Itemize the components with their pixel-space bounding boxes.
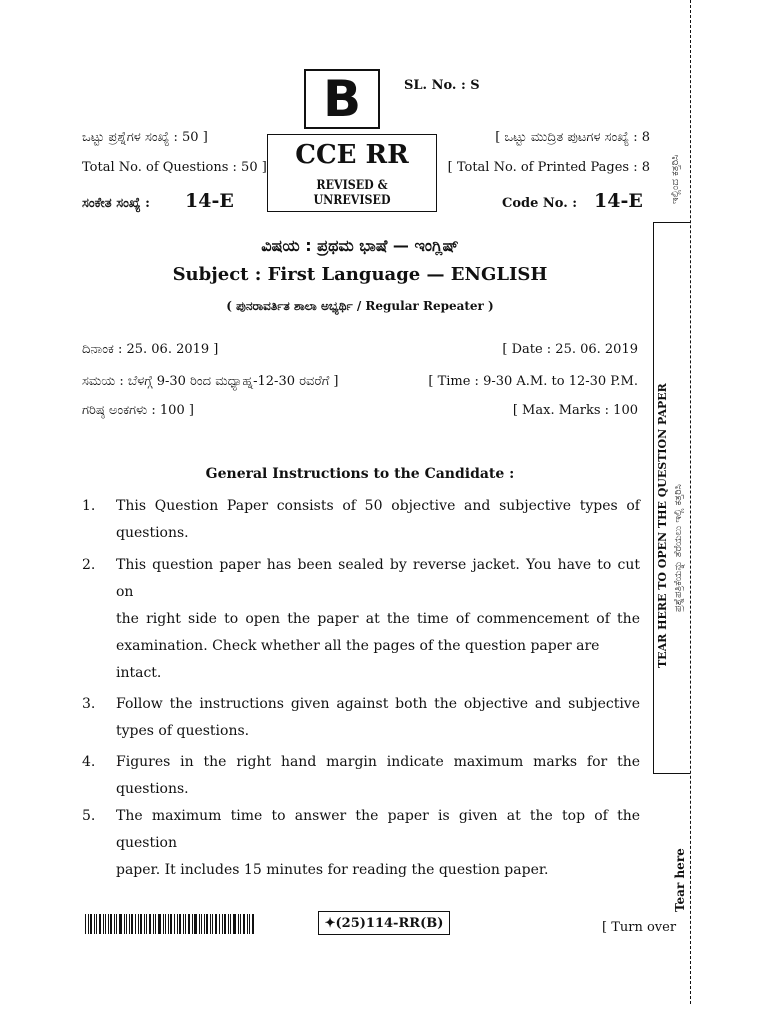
- paper-code: ✦(25)114-RR(B): [324, 915, 444, 931]
- code-kannada-value: 14-E: [185, 190, 234, 212]
- paper-code-box: [318, 911, 450, 935]
- instructions-heading: General Instructions to the Candidate :: [205, 466, 515, 482]
- instruction-number: 1.: [82, 498, 96, 514]
- tear-here-label: Tear here: [673, 848, 687, 912]
- series-letter-box: [304, 69, 380, 129]
- instruction-line: the right side to open the paper at the time of commencement of the: [116, 611, 640, 627]
- candidate-type: ( ಪುನರಾವರ್ತಿತ ಶಾಲಾ ಅಭ್ಯರ್ಥಿ / Regular Repeater ): [226, 299, 494, 313]
- time-english: [ Time : 9-30 A.M. to 12-30 P.M.: [428, 374, 638, 389]
- subject-kannada: ವಿಷಯ : ಪ್ರಥಮ ಭಾಷೆ — ಇಂಗ್ಲಿಷ್: [261, 236, 459, 255]
- instruction-item: [82, 552, 640, 687]
- instruction-line: examination. Check whether all the pages of the question paper are intact.: [116, 638, 600, 681]
- cut-here-kannada: ಇಲ್ಲಿಂದ ಕತ್ತರಿಸಿ: [670, 154, 681, 204]
- instruction-line: Figures in the right hand margin indicate maximum marks for the: [116, 754, 640, 770]
- instruction-item: [82, 749, 640, 803]
- instruction-line: questions.: [116, 781, 189, 797]
- instruction-number: 2.: [82, 557, 96, 573]
- instruction-line: Follow the instructions given against both the objective and subjective: [116, 696, 640, 712]
- instruction-line: This question paper has been sealed by reverse jacket. You have to cut on: [116, 557, 640, 600]
- instruction-line: questions.: [116, 525, 189, 541]
- instruction-number: 3.: [82, 696, 96, 712]
- instruction-line: This Question Paper consists of 50 objective and subjective types of: [116, 498, 640, 514]
- questions-kannada: ಒಟ್ಟು ಪ್ರಶ್ನೆಗಳ ಸಂಖ್ಯೆ : 50 ]: [82, 130, 208, 145]
- date-english: [ Date : 25. 06. 2019: [502, 342, 638, 357]
- tear-open-english: TEAR HERE TO OPEN THE QUESTION PAPER: [656, 383, 669, 668]
- instruction-item: [82, 691, 640, 745]
- instruction-list: [82, 493, 640, 884]
- instruction-line: The maximum time to answer the paper is given at the top of the question: [116, 808, 640, 851]
- code-kannada-label: ಸಂಕೇತ ಸಂಖ್ಯೆ :: [82, 196, 150, 211]
- code-english-label: Code No. :: [502, 196, 578, 211]
- turn-over-label: [ Turn over: [602, 920, 677, 935]
- cce-title: CCE RR: [295, 140, 409, 170]
- pages-english: [ Total No. of Printed Pages : 8: [447, 160, 650, 175]
- questions-english: Total No. of Questions : 50 ]: [82, 160, 267, 175]
- marks-english: [ Max. Marks : 100: [512, 403, 638, 418]
- pages-kannada: [ ಒಟ್ಟು ಮುದ್ರಿತ ಪುಟಗಳ ಸಂಖ್ಯೆ : 8: [495, 130, 650, 145]
- instruction-line: types of questions.: [116, 723, 250, 739]
- subject-english: Subject : First Language — ENGLISH: [172, 264, 548, 285]
- time-kannada: ಸಮಯ : ಬೆಳಗ್ಗೆ 9-30 ರಿಂದ ಮಧ್ಯಾಹ್ನ-12-30 ರವರೆಗೆ ]: [82, 374, 339, 389]
- series-letter: B: [322, 70, 362, 128]
- instruction-item: [82, 493, 640, 547]
- barcode: [85, 914, 255, 934]
- instruction-number: 5.: [82, 808, 96, 824]
- instruction-line: paper. It includes 15 minutes for reading the question paper.: [116, 862, 549, 878]
- tear-line: [690, 0, 691, 1004]
- tear-open-kannada: ಪ್ರಶ್ನೆಪತ್ರಿಕೆಯನ್ನು ತೆರೆಯಲು ಇಲ್ಲಿ ಕತ್ತರಿಸಿ: [673, 484, 684, 612]
- date-kannada: ದಿನಾಂಕ : 25. 06. 2019 ]: [82, 342, 219, 357]
- code-english-value: 14-E: [594, 190, 643, 212]
- cce-subtitle: REVISED & UNREVISED: [313, 178, 391, 208]
- instruction-item: [82, 803, 640, 884]
- marks-kannada: ಗರಿಷ್ಠ ಅಂಕಗಳು : 100 ]: [82, 403, 194, 418]
- instruction-number: 4.: [82, 754, 96, 770]
- serial-number: SL. No. : S: [404, 78, 480, 93]
